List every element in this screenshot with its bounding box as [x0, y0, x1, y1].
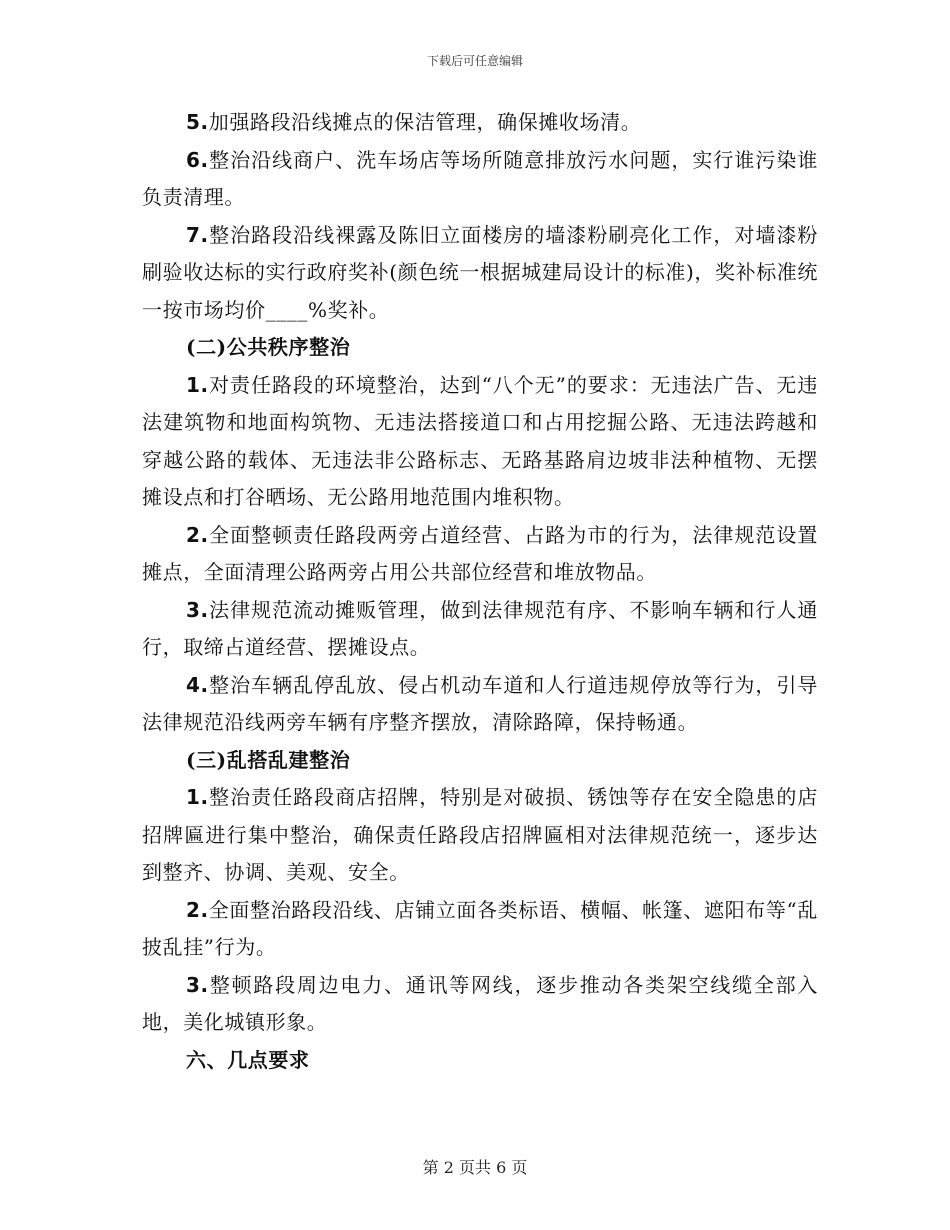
item-text: 全面整顿责任路段两旁占道经营、占路为市的行为，法律规范设置摊点，全面清理公路两旁占用公共部位经营和堆放物品。 [142, 522, 818, 584]
item-number: 6. [186, 147, 209, 172]
section-heading: 六、几点要求 [186, 1047, 310, 1072]
item-number: 1. [186, 372, 209, 397]
list-item [142, 779, 818, 892]
list-item [142, 142, 818, 217]
list-item [142, 892, 818, 967]
list-item [142, 517, 818, 592]
item-number: 1. [186, 785, 209, 809]
item-number: 4. [186, 672, 209, 697]
section-heading: (三)乱搭乱建整治 [186, 747, 351, 772]
item-text: 整顿路段周边电力、通讯等网线，逐步推动各类架空线缆全部入地，美化城镇形象。 [142, 972, 818, 1034]
item-text: 整治车辆乱停乱放、侵占机动车道和人行道违规停放等行为，引导法律规范沿线两旁车辆有序整齐摆放，清除路障，保持畅通。 [142, 672, 818, 734]
item-text: 整治沿线商户、洗车场店等场所随意排放污水问题，实行谁污染谁负责清理。 [142, 147, 818, 209]
item-text: 法律规范流动摊贩管理，做到法律规范有序、不影响车辆和行人通行，取缔占道经营、摆摊设点。 [142, 597, 818, 659]
list-item [142, 667, 818, 742]
list-item [142, 104, 818, 142]
section-heading: (二)公共秩序整治 [186, 335, 351, 359]
item-number: 2. [186, 522, 209, 547]
item-text: 整治责任路段商店招牌，特别是对破损、锈蚀等存在安全隐患的店招牌匾进行集中整治，确保责任路段店招牌匾相对法律规范统一，逐步达到整齐、协调、美观、安全。 [142, 785, 818, 884]
item-text: 对责任路段的环境整治，达到“八个无”的要求：无违法广告、无违法建筑物和地面构筑物、无违法搭接道口和占用挖掘公路、无违法跨越和穿越公路的载体、无违法非公路标志、无路基路肩边坡非法种植物、无摆摊设点和打谷晒场、无公路用地范围内堆积物。 [142, 372, 818, 509]
item-number: 7. [186, 222, 209, 247]
page-footer: 第 2 页共 6 页 [422, 1158, 528, 1177]
list-item [142, 592, 818, 667]
list-item [142, 367, 818, 517]
item-text: 整治路段沿线裸露及陈旧立面楼房的墙漆粉刷亮化工作，对墙漆粉刷验收达标的实行政府奖补(颜色统一根据城建局设计的标准)，奖补标准统一按市场均价____%奖补。 [142, 222, 819, 322]
list-item [142, 967, 818, 1042]
item-number: 3. [186, 972, 209, 997]
item-number: 2. [186, 897, 209, 922]
list-item [142, 217, 818, 330]
item-text: 全面整治路段沿线、店铺立面各类标语、横幅、帐篷、遮阳布等“乱披乱挂”行为。 [142, 897, 818, 959]
item-number: 5. [186, 110, 209, 134]
item-text: 加强路段沿线摊点的保洁管理，确保摊收场清。 [208, 110, 642, 134]
document-body [142, 104, 818, 1079]
page-header: 下载后可任意编辑 [426, 54, 523, 68]
item-number: 3. [186, 597, 209, 622]
